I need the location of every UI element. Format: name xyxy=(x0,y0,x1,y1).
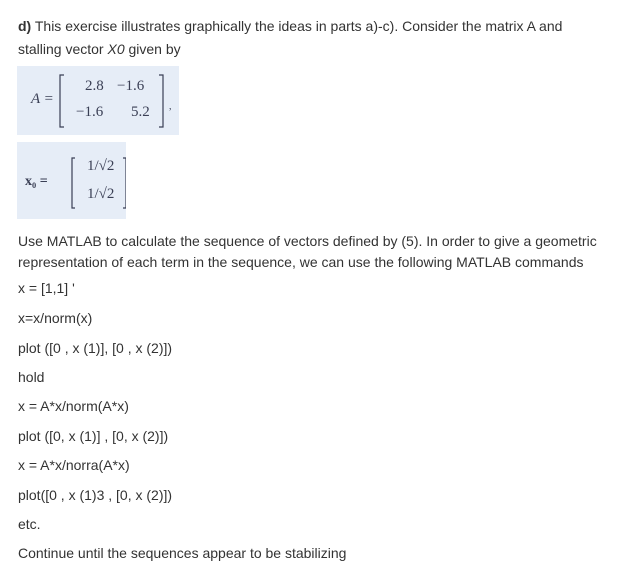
part-label: d) xyxy=(18,18,32,34)
code-line: x=x/norm(x) xyxy=(18,310,93,326)
vector-brackets xyxy=(17,142,126,219)
matrix-brackets xyxy=(17,66,179,135)
matrix-label: A = xyxy=(31,91,54,107)
paragraph-line-2: representation of each term in the sequence, we can use the following MATLAB commands xyxy=(18,254,584,270)
code-line: x = A*x/norra(A*x) xyxy=(18,457,130,473)
matrix-cell: −1.6 xyxy=(117,78,145,94)
matrix-cell: 2.8 xyxy=(85,78,104,94)
paragraph-line-1: Use MATLAB to calculate the sequence of vectors defined by (5). In order to give a geometric xyxy=(18,233,597,249)
code-line: x = [1,1] ' xyxy=(18,280,75,296)
intro-text: This exercise illustrates graphically the ideas in parts a)-c). Consider the matrix A and xyxy=(31,18,563,34)
intro-text-3: given by xyxy=(124,41,181,57)
matrix-a-image xyxy=(17,66,179,135)
intro-text-2: stalling vector xyxy=(18,41,108,57)
matrix-comma: , xyxy=(169,101,172,112)
matrix-cell: −1.6 xyxy=(76,104,104,120)
code-line: x = A*x/norm(A*x) xyxy=(18,398,129,414)
intro-line-1 xyxy=(18,17,562,35)
matrix-cell: 5.2 xyxy=(131,104,150,120)
code-line: plot ([0, x (1)] , [0, x (2)]) xyxy=(18,428,169,444)
code-line: plot([0 , x (1)3 , [0, x (2)]) xyxy=(18,487,173,503)
closing-text: Continue until the sequences appear to be stabilizing xyxy=(18,545,347,561)
code-line: plot ([0 , x (1)], [0 , x (2)]) xyxy=(18,340,173,356)
code-line: etc. xyxy=(18,516,41,532)
vector-cell: 1/√2 xyxy=(87,186,115,202)
vector-label: x₀ = xyxy=(25,174,48,189)
intro-line-2 xyxy=(18,40,181,58)
code-line: hold xyxy=(18,369,45,385)
vector-x0-image xyxy=(17,142,126,219)
vector-cell: 1/√2 xyxy=(87,158,115,174)
vector-name: X0 xyxy=(107,41,125,57)
